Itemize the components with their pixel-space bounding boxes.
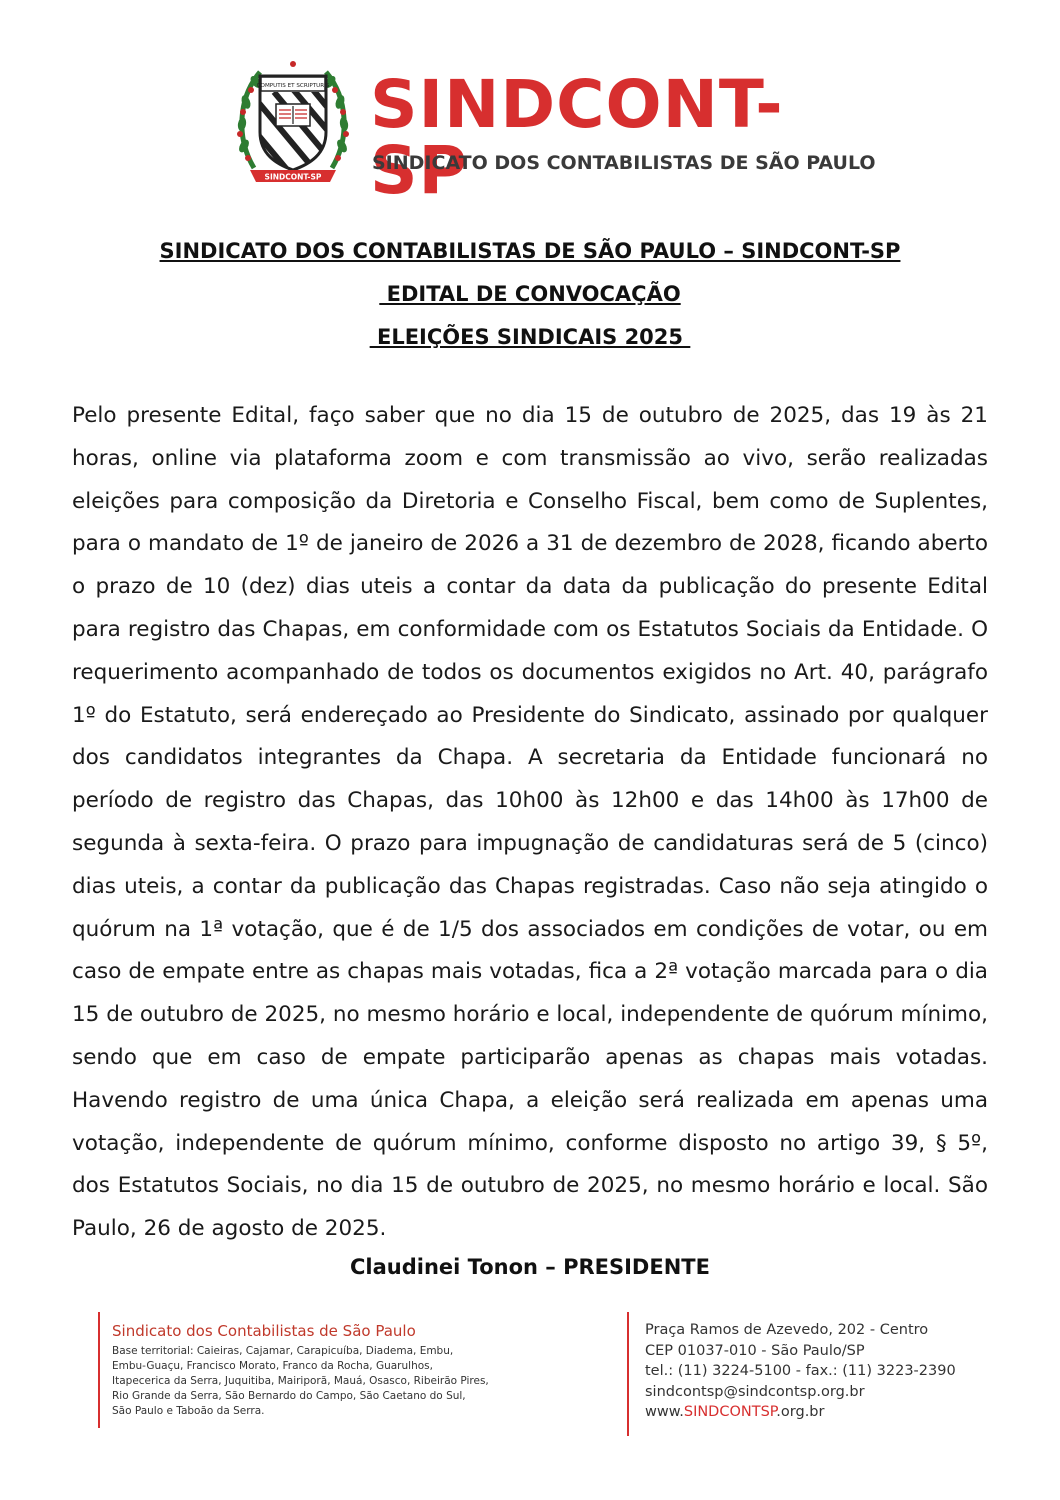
footer-org-name: Sindicato dos Contabilistas de São Paulo [112,1322,416,1340]
web-prefix: www. [645,1404,684,1420]
footer-contact [627,1312,1005,1436]
crest-emblem-icon [234,58,352,190]
base-line: São Paulo e Taboão da Serra. [112,1405,265,1417]
footer-left [98,1312,522,1428]
base-line: Rio Grande da Serra, São Bernardo do Campo, São Caetano do Sul, [112,1390,466,1402]
base-line: Embu-Guaçu, Francisco Morato, Franco da Rocha, Guarulhos, [112,1360,433,1372]
crest-motto: COMPUTIS ET SCRIPTURIS [256,83,330,89]
web-suffix: .org.br [776,1404,825,1420]
edital-body-paragraph: Pelo presente Edital, faço saber que no dia 15 de outubro de 2025, das 19 às 21 horas, online via plataforma zoom e com transmissão ao vivo, serão realizadas eleições para composição da Diretoria e Conselho Fiscal, bem como de Suplentes, para o mandato de 1º de janeiro de 2026 a 31 de dezembro de 2028, ficando aberto o prazo de 10 (dez) dias uteis a contar da data da publicação do presente Edital para registro das Chapas, em conformidade com os Estatutos Sociais da Entidade. O requerimento acompanhado de todos os documentos exigidos no Art. 40, parágrafo 1º do Estatuto, será endereçado ao Presidente do Sindicato, assinado por qualquer dos candidatos integrantes da Chapa. A secretaria da Entidade funcionará no período de registro das Chapas, das 10h00 às 12h00 e das 14h00 às 17h00 de segunda à sexta-feira. O prazo para impugnação de candidaturas será de 5 (cinco) dias uteis, a contar da publicação das Chapas registradas. Caso não seja atingido o quórum na 1ª votação, que é de 1/5 dos associados em condições de votar, ou em caso de empate entre as chapas mais votadas, fica a 2ª votação marcada para o dia 15 de outubro de 2025, no mesmo horário e local, independente de quórum mínimo, sendo que em caso de empate participarão apenas as chapas mais votadas. Havendo registro de uma única Chapa, a eleição será realizada em apenas uma votação, independente de quórum mínimo, conforme disposto no artigo 39, § 5º, dos Estatutos Sociais, no dia 15 de outubro de 2025, no mesmo horário e local. São Paulo, 26 de agosto de 2025. [72,403,988,1242]
signature-line: Claudinei Tonon – PRESIDENTE [350,1255,710,1279]
base-line: Itapecerica da Serra, Juquitiba, Mairiporã, Mauá, Osasco, Ribeirão Pires, [112,1375,489,1387]
footer-phone: tel.: (11) 3224-5100 - fax.: (11) 3223-2390 [645,1363,956,1379]
letterhead [234,58,876,209]
title-edital: EDITAL DE CONVOCAÇÃO [379,282,681,306]
web-brand: SINDCONTSP [683,1404,777,1420]
brand-subtitle: SINDICATO DOS CONTABILISTAS DE SÃO PAULO [372,152,876,174]
footer-email[interactable]: sindcontsp@sindcontsp.org.br [645,1383,865,1400]
title-organization: SINDICATO DOS CONTABILISTAS DE SÃO PAULO – SINDCONT-SP [159,239,901,263]
document-titles [0,230,1060,359]
base-line: Base territorial: Caieiras, Cajamar, Carapicuíba, Diadema, Embu, [112,1345,454,1357]
footer-cep: CEP 01037-010 - São Paulo/SP [645,1342,865,1359]
footer-address: Praça Ramos de Azevedo, 202 - Centro [645,1322,929,1338]
crest-banner: SINDCONT-SP [264,172,322,182]
brand-name: SINDCONT-SP [370,66,784,209]
footer-website[interactable] [645,1402,1005,1423]
title-elections: ELEIÇÕES SINDICAIS 2025 [369,325,691,349]
footer-base-territory [112,1344,522,1419]
